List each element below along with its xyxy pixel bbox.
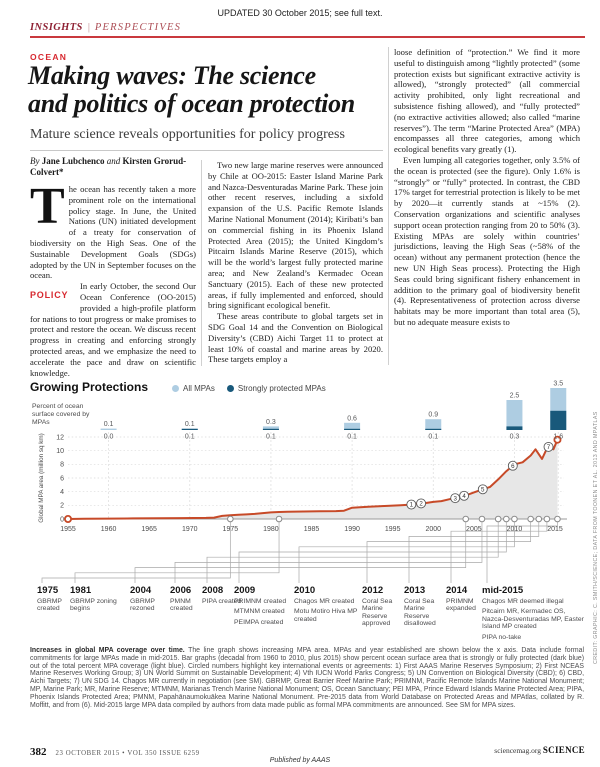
timeline-year: 2006 bbox=[170, 585, 192, 596]
bar-value-strong: 0.1 bbox=[184, 433, 195, 441]
bar-strongly-protected bbox=[550, 411, 566, 430]
bar-value-strong: 0.1 bbox=[428, 433, 439, 441]
legend-label-strongly-protected: Strongly protected MPAs bbox=[237, 384, 326, 393]
timeline-entry: Coral Sea Marine Reserve approved bbox=[362, 598, 393, 628]
timeline-entry: GBRMP rezoned bbox=[130, 598, 155, 613]
timeline-entry: GBRMP created bbox=[37, 598, 62, 613]
x-tick-label: 1995 bbox=[384, 526, 401, 533]
figure-credit: CREDIT: GRAPHIC: C. SMITH/SCIENCE; DATA FROM TOONEN ET AL. 2013 AND MPATLAS bbox=[593, 411, 599, 665]
published-by: Published by AAAS bbox=[269, 757, 331, 764]
byline bbox=[30, 156, 195, 178]
body-text: he ocean has recently taken a more prominent role on the international policy stage. In June, the United Nations (UN) initiated development of a treaty for conservation of biodiversity on the High Seas. One of the Sustainable Development Goals (SDGs) adopted by the UN in September focuses on the ocean. bbox=[30, 184, 196, 281]
timeline-entry: Chagos MR created bbox=[294, 598, 355, 605]
timeline-entry: PRIMNM expanded bbox=[446, 598, 476, 613]
timeline-axis-marker bbox=[512, 516, 518, 522]
bar-axis-label: Percent of ocean surface covered by MPAs bbox=[32, 403, 90, 426]
section-perspectives[interactable]: PERSPECTIVES bbox=[94, 22, 182, 33]
figure-canvas bbox=[30, 378, 586, 584]
timeline-axis-marker bbox=[555, 516, 561, 522]
masthead bbox=[30, 22, 181, 33]
bar-value-strong: 0.1 bbox=[266, 433, 276, 441]
timeline-event-2010 bbox=[294, 585, 362, 626]
timeline-entry: Motu Motiro Hiva MP created bbox=[294, 608, 358, 623]
policy-label: POLICY bbox=[30, 290, 69, 301]
paragraph bbox=[30, 281, 196, 378]
timeline-year: 2004 bbox=[130, 585, 152, 596]
x-tick-label: 1975 bbox=[222, 526, 239, 533]
updated-banner[interactable]: UPDATED 30 October 2015; see full text. bbox=[217, 8, 383, 18]
timeline-year: 2008 bbox=[202, 585, 224, 596]
journal-name: SCIENCE bbox=[542, 745, 585, 755]
column-rule-2 bbox=[388, 47, 389, 365]
x-tick-label: 1960 bbox=[100, 526, 117, 533]
title-line-1: Making waves: The science bbox=[28, 61, 316, 90]
subtitle-rule bbox=[30, 150, 383, 151]
timeline-event-1981 bbox=[70, 585, 128, 616]
timeline-year: 2010 bbox=[294, 585, 316, 596]
timeline-entry: Pitcairn MR, Kermadec OS, Nazca-Desventuradas MP, Easter Island MP created bbox=[482, 608, 584, 631]
event-number: 1 bbox=[409, 501, 414, 509]
byline-connector: and bbox=[106, 156, 121, 166]
event-number: 2 bbox=[419, 500, 423, 508]
y-tick-label: 10 bbox=[56, 448, 64, 456]
y-axis-title: Global MPA area (million sq km) bbox=[38, 433, 45, 523]
paragraph: loose definition of “protection.” We find it more useful to distinguish among “lightly protected” (some protection exists but significant extractive activity is allowed), “strongly protected” (all commercial activity prohibited, only light recreational and subsistence fishing allowed), and “fully protected” (no extractive activities allowed; also called “marine reserves”). The term “Marine Protected Area” (MPA) encompasses all three categories, among which ecological benefits vary greatly (1). bbox=[394, 47, 580, 155]
bar-strongly-protected bbox=[263, 429, 279, 430]
x-tick-label: 2010 bbox=[506, 526, 523, 533]
bar-value-all: 0.3 bbox=[266, 418, 276, 426]
byline-author-2: Kirsten Grorud-Colvert* bbox=[30, 156, 187, 177]
x-tick-label: 1990 bbox=[344, 526, 360, 533]
bar-value-all: 0.9 bbox=[428, 411, 439, 419]
timeline-year: 2009 bbox=[234, 585, 256, 596]
bar-value-all: 0.1 bbox=[103, 421, 114, 429]
x-tick-label: 1955 bbox=[60, 526, 76, 533]
timeline-year: 2012 bbox=[362, 585, 384, 596]
article-subtitle: Mature science reveals opportunities for policy progress bbox=[30, 127, 345, 142]
timeline-entry: PIPA created bbox=[202, 598, 242, 605]
bar-value-strong: 0.3 bbox=[509, 433, 520, 441]
timeline-axis-marker bbox=[536, 516, 542, 522]
caption-body: The line graph shows increasing MPA area. MPAs and year established are shown below the x axis. Data include formal commitments for large MPAs made in mid-2015. Bar graphs (decadal from 1960 to 2010, plus 2015) show percent ocean surface area that is strongly or fully protected (dark blue) out of the total percent MPA coverage (light blue). Circled numbers highlight key international events or agreements: 1) First AAAS Marine Reserves Symposium; 2) First NCEAS Marine Reserves Working Group; 3) UN World Summit on Sustainable Development; 4) Vth IUCN World Parks Congress; 5) UN Convention on Biological Diversity (CBD); 6) CBD, Aichi Targets; 7) UN SDG 14. Chagos MR currently in negotiation (see SM). GBRMP, Great Barrier Reef Marine Park; PRIMNM, Pacific Remote Islands Marine National Monument; MP, Marine Park; MR, Marine Reserve; MTMNM, Marianas Trench Marine National Monument; OS, Ocean Sanctuary; PEI MPA, Prince Edward Islands Marine Protected Area; PIPA, Phoenix Islands Protected Area; PMNM, Papahānaumokuākea Marine National Monument. Pre-2015 data from World Database on Protected Areas and MPAtlas, collated by R. Moffitt, and from (6). Mid-2015 large MPA data compiled by authors from data made public as formal MPA commitments are announced. See SM for MPA sizes. bbox=[30, 647, 584, 709]
bar-all-mpas bbox=[506, 400, 522, 430]
y-tick-label: 8 bbox=[60, 461, 64, 469]
bar-value-strong: 0.1 bbox=[347, 433, 357, 441]
bar-all-mpas bbox=[101, 429, 117, 430]
timeline-axis-marker bbox=[463, 516, 469, 522]
event-number: 7 bbox=[546, 444, 551, 452]
timeline-axis-marker bbox=[504, 516, 510, 522]
site-link[interactable]: sciencemag.org bbox=[494, 746, 541, 755]
figure-title: Growing Protections bbox=[30, 380, 149, 394]
timeline-entry: PRIMNM created bbox=[234, 598, 287, 605]
timeline-year: 2014 bbox=[446, 585, 468, 596]
y-tick-label: 0 bbox=[60, 516, 64, 524]
timeline-axis-marker bbox=[544, 516, 550, 522]
timeline-axis-marker bbox=[228, 516, 234, 522]
body-text: In early October, the second Our Ocean Conference (OO-2015) provided a high-profile platform for nations to tout progress or make promises to protect and restore the ocean. We discuss recent progress in creating and enforcing strongly protected areas, and we emphasize the need to accelerate the pace and draw on scientific knowledge. bbox=[30, 281, 196, 378]
line-start-marker bbox=[65, 516, 71, 522]
issue-info: 23 OCTOBER 2015 • VOL 350 ISSUE 6259 bbox=[55, 750, 200, 757]
bar-strongly-protected bbox=[425, 429, 441, 430]
timeline-entry: PEIMPA created bbox=[234, 618, 284, 626]
timeline-entry: PMNM created bbox=[170, 598, 193, 613]
caption-lead: Increases in global MPA coverage over time. bbox=[30, 647, 185, 654]
timeline-year: 1981 bbox=[70, 585, 92, 596]
event-number: 5 bbox=[481, 486, 485, 494]
article-title bbox=[28, 62, 400, 118]
x-tick-label: 2000 bbox=[425, 526, 442, 533]
y-tick-label: 4 bbox=[60, 489, 64, 497]
x-tick-label: 1965 bbox=[141, 526, 157, 533]
timeline-axis-marker bbox=[276, 516, 282, 522]
column-rule-1 bbox=[201, 160, 202, 366]
x-tick-label: 1985 bbox=[303, 526, 320, 533]
timeline-axis-marker bbox=[495, 516, 501, 522]
mpa-area-fill bbox=[68, 440, 558, 519]
x-tick-label: 2015 bbox=[547, 526, 563, 533]
timeline-year: 2013 bbox=[404, 585, 426, 596]
bar-value-strong: 1.6 bbox=[553, 433, 564, 441]
masthead-divider: | bbox=[87, 22, 90, 33]
event-number: 3 bbox=[453, 495, 457, 503]
y-tick-label: 12 bbox=[56, 434, 64, 442]
bar-strongly-protected bbox=[506, 426, 522, 430]
paragraph bbox=[30, 178, 196, 281]
timeline-year: mid-2015 bbox=[482, 585, 524, 596]
footer-right bbox=[494, 745, 585, 755]
timeline-event-mid-2015 bbox=[482, 585, 588, 644]
article-kicker: OCEAN bbox=[30, 52, 68, 62]
bar-all-mpas bbox=[425, 419, 441, 430]
dropcap: T bbox=[30, 178, 65, 235]
x-tick-label: 2005 bbox=[466, 526, 482, 533]
paragraph: Two new large marine reserves were announced by Chile at OO-2015: Easter Island Marine Park and Nazca-Desventuradas Marine Park. These join other recent reserves, including a sixfold expansion of the U.S. Pacific Remote Islands Marine National Monument (2014); Kiribati’s ban on commercial fishing in its Phoenix Island Protected Area (2015); the United Kingdom’s Pitcairn Islands Marine Reserve (2015), which will be the world’s largest fully protected marine area; and New Zealand’s Kermadec Ocean Sanctuary (2015). Each of these new protected areas, if fully implemented and enforced, should bring significant ecological benefit. bbox=[208, 160, 383, 311]
bar-strongly-protected bbox=[344, 429, 360, 430]
title-line-2: and politics of ocean protection bbox=[28, 89, 355, 118]
event-number: 6 bbox=[511, 462, 515, 470]
byline-prefix: By bbox=[30, 156, 40, 166]
timeline-event-2009 bbox=[234, 585, 296, 629]
timeline-year: 1975 bbox=[37, 585, 59, 596]
timeline-entry: MTMNM created bbox=[234, 608, 285, 616]
event-number: 4 bbox=[462, 492, 466, 500]
y-tick-label: 2 bbox=[60, 502, 64, 510]
figure-growing-protections bbox=[30, 378, 586, 646]
x-tick-label: 1980 bbox=[263, 526, 279, 533]
column-3 bbox=[394, 47, 580, 328]
timeline-entry: Chagos MR deemed illegal bbox=[482, 598, 564, 605]
y-tick-label: 6 bbox=[60, 475, 64, 483]
figure-caption bbox=[30, 647, 584, 709]
timeline-event-2013 bbox=[404, 585, 448, 631]
bar-value-all: 3.5 bbox=[553, 380, 564, 388]
column-1 bbox=[30, 178, 196, 378]
bar-value-all: 0.6 bbox=[347, 415, 357, 423]
timeline-entry: GBRMP zoning begins bbox=[70, 598, 117, 613]
masthead-rule bbox=[30, 36, 585, 38]
page-number: 382 bbox=[30, 746, 47, 758]
paragraph: Even lumping all categories together, only 3.5% of the ocean is protected (see the figure). Only 1.6% is “strongly” or “fully” protected. In contrast, the CBD 17% target for terrestrial protection is likely to be met by 2020—it currently stands at ~15% (2). Conservation organizations and scientific analyses support ocean protection ranging from 20 to 50% (3). Existing MPAs are solely within countries’ jurisdictions, leaving the High Seas (~58% of the ocean) without any permanent protection (hence the new UN High Seas process). Protecting the High Seas could bring significant fishery enhancement in addition to the primary goal of biodiversity benefit (4). Representativeness of protection across diverse habitats may be more important than total area (5), but no adequate measure exists to bbox=[394, 154, 580, 327]
bar-value-strong: 0.0 bbox=[103, 433, 114, 441]
timeline-entry: Coral Sea Marine Reserve disallowed bbox=[404, 598, 436, 628]
bar-value-all: 0.1 bbox=[184, 421, 195, 429]
bar-value-all: 2.5 bbox=[509, 392, 520, 400]
section-insights[interactable]: INSIGHTS bbox=[30, 22, 83, 33]
x-tick-label: 1970 bbox=[181, 526, 198, 533]
column-2 bbox=[208, 160, 383, 365]
timeline-axis-marker bbox=[528, 516, 534, 522]
bar-strongly-protected bbox=[182, 429, 198, 430]
timeline-event-2012 bbox=[362, 585, 404, 631]
timeline-axis-marker bbox=[479, 516, 485, 522]
paragraph: These areas contribute to global targets set in SDG Goal 14 and the Convention on Biological Diversity’s (CBD) Aichi Target 11 to protect at least 10% of coastal and marine areas by 2020. These targets employ a bbox=[208, 311, 383, 365]
legend-label-all-mpas: All MPAs bbox=[183, 384, 215, 393]
timeline-entry: PIPA no-take bbox=[482, 633, 522, 641]
byline-author-1: Jane Lubchenco bbox=[41, 156, 105, 166]
